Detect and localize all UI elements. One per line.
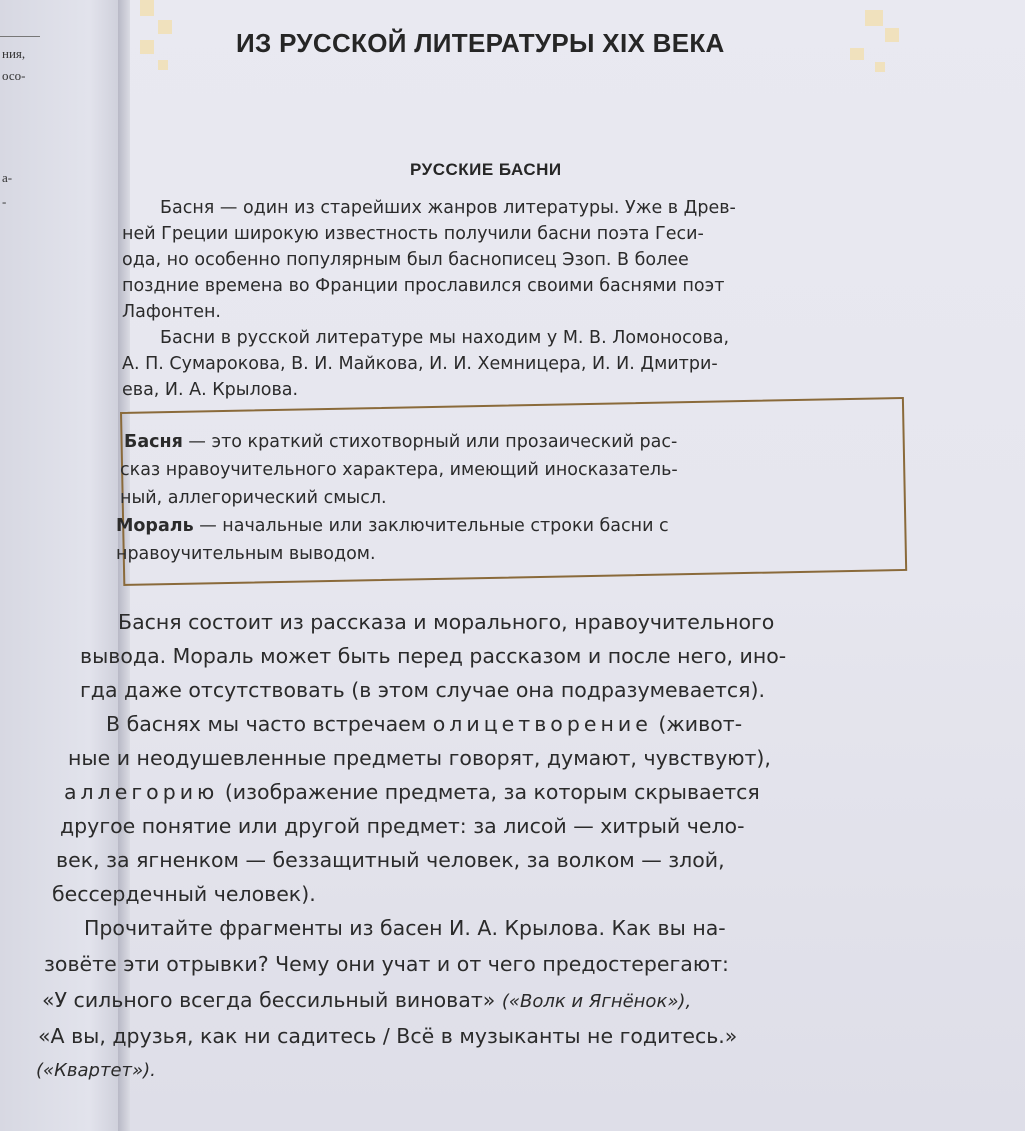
decorative-square (158, 20, 172, 34)
text-line: вывода. Мораль может быть перед рассказом и после него, ино- (80, 644, 787, 668)
section-title: ИЗ РУССКОЙ ЛИТЕРАТУРЫ XIX ВЕКА (236, 28, 725, 58)
text-line: ный, аллегорический смысл. (120, 488, 387, 508)
text-line: ода, но особенно популярным был баснописец Эзоп. В более (122, 250, 689, 270)
task-line: зовёте эти отрывки? Чему они учат и от чего предостерегают: (44, 952, 729, 976)
term-personification: олицетворение (432, 712, 652, 736)
text-line: другое понятие или другой предмет: за лисой — хитрый чело- (60, 814, 745, 838)
decorative-square (850, 48, 864, 60)
decorative-square (158, 60, 168, 70)
left-page-text: а- (2, 170, 13, 185)
text-line (116, 516, 669, 536)
fable-title: («Волк и Ягнёнок»), (501, 991, 692, 1012)
task-line: Прочитайте фрагменты из басен И. А. Крылова. Как вы на- (84, 916, 726, 940)
quote: «У сильного всегда бессильный виноват» (42, 988, 496, 1012)
text-line: Басня — один из старейших жанров литературы. Уже в Древ- (160, 198, 736, 218)
text-line: Басня состоит из рассказа и морального, нравоучительного (118, 610, 775, 634)
definition-text: — это краткий стихотворный или прозаический рас- (182, 432, 678, 452)
text-segment: (живот- (651, 712, 743, 736)
task-line: «А вы, друзья, как ни садитесь / Всё в музыканты не годитесь.» (38, 1024, 738, 1048)
decorative-square (140, 0, 154, 16)
fable-title: («Квартет»). (36, 1060, 156, 1081)
text-line: Лафонтен. (122, 302, 221, 322)
text-line: ней Греции широкую известность получили басни поэта Геси- (122, 224, 704, 244)
task-line (42, 988, 691, 1012)
term-fable: Басня (124, 432, 183, 452)
text-line: гда даже отсутствовать (в этом случае она подразумевается). (80, 678, 765, 702)
text-line (124, 432, 677, 452)
left-page-text: осо- (2, 68, 26, 83)
text-segment: (изображение предмета, за которым скрывается (218, 780, 760, 804)
text-line (64, 780, 760, 804)
text-line: Басни в русской литературе мы находим у М. В. Ломоносова, (160, 328, 730, 348)
text-line: ные и неодушевленные предметы говорят, думают, чувствуют), (68, 746, 771, 770)
text-line: бессердечный человек). (52, 882, 316, 906)
divider (0, 36, 40, 37)
term-moral: Мораль (116, 516, 194, 536)
text-line: нравоучительным выводом. (116, 544, 376, 564)
term-allegory: аллегорию (64, 780, 219, 804)
text-segment: В баснях мы часто встречаем (106, 712, 433, 736)
text-line: поздние времена во Франции прославился своими баснями поэт (122, 276, 725, 296)
decorative-square (140, 40, 154, 54)
decorative-square (885, 28, 899, 42)
definition-text: — начальные или заключительные строки басни с (193, 516, 669, 536)
left-page-text: ния, (2, 46, 26, 61)
text-line: А. П. Сумарокова, В. И. Майкова, И. И. Хемницера, И. И. Дмитри- (122, 354, 718, 374)
left-page-text: - (2, 194, 7, 209)
text-line (106, 712, 742, 736)
textbook-page (36, 0, 1025, 1131)
decorative-square (875, 62, 885, 72)
decorative-square (865, 10, 883, 26)
chapter-subtitle: РУССКИЕ БАСНИ (410, 160, 562, 179)
text-line: сказ нравоучительного характера, имеющий иносказатель- (120, 460, 678, 480)
text-line: ева, И. А. Крылова. (122, 380, 299, 400)
text-line: век, за ягненком — беззащитный человек, за волком — злой, (56, 848, 725, 872)
